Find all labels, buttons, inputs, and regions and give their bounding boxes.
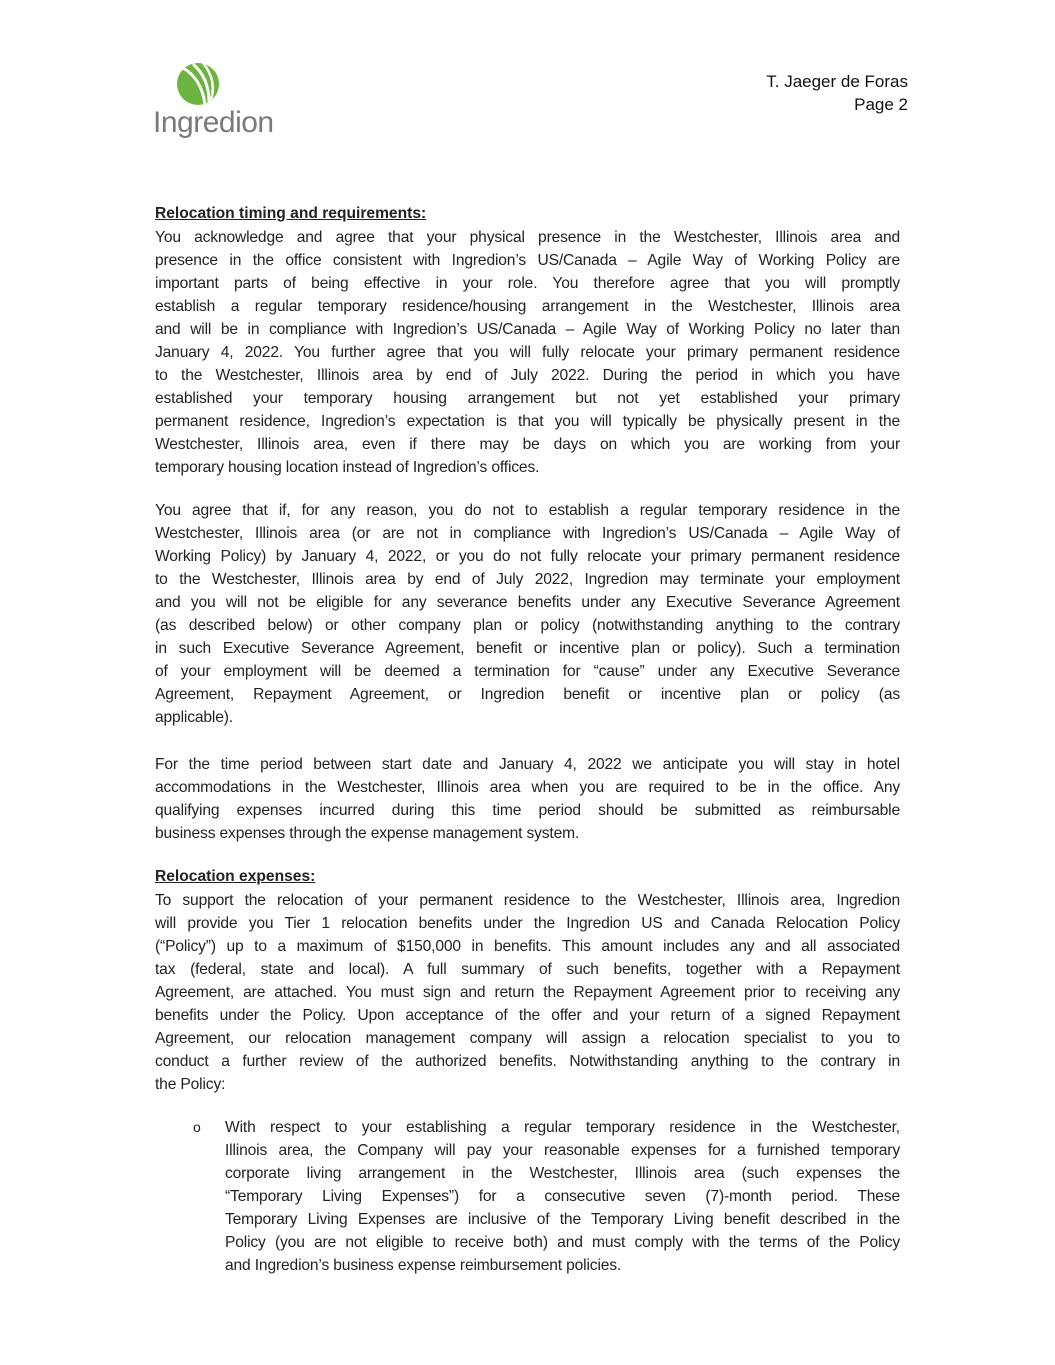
text-line: You agree that if, for any reason, you do not to establish a regular temporary residence in the — [155, 502, 900, 519]
paragraph — [155, 889, 900, 1096]
text-line: tax (federal, state and local). A full summary of such benefits, together with a Repayment — [155, 961, 900, 978]
text-line: Westchester, Illinois area, even if there may be days on which you are working from your — [155, 436, 900, 453]
bullet-marker: o — [193, 1119, 201, 1135]
text-line: permanent residence, Ingredion’s expectation is that you will typically be physically present in the — [155, 413, 900, 430]
text-line: Working Policy) by January 4, 2022, or you do not fully relocate your primary permanent residence — [155, 548, 900, 565]
paragraph — [155, 753, 900, 845]
text-line: (as described below) or other company plan or policy (notwithstanding anything to the contrary — [155, 617, 900, 634]
recipient-name: T. Jaeger de Foras — [766, 72, 908, 91]
text-line: important parts of being effective in your role. You therefore agree that you will promptly — [155, 275, 900, 292]
text-line: in such Executive Severance Agreement, benefit or incentive plan or policy). Such a termination — [155, 640, 900, 657]
text-line: conduct a further review of the authorized benefits. Notwithstanding anything to the contrary in — [155, 1053, 900, 1070]
text-line: and will be in compliance with Ingredion’s US/Canada – Agile Way of Working Policy no later than — [155, 321, 900, 338]
text-line: establish a regular temporary residence/housing arrangement in the Westchester, Illinois area — [155, 298, 900, 315]
text-line: To support the relocation of your permanent residence to the Westchester, Illinois area, Ingredion — [155, 892, 900, 909]
page-header — [766, 70, 908, 116]
text-line: will provide you Tier 1 relocation benefits under the Ingredion US and Canada Relocation Policy — [155, 915, 900, 932]
text-line: temporary housing location instead of Ingredion’s offices. — [155, 459, 540, 476]
paragraph — [155, 499, 900, 729]
text-line: For the time period between start date and January 4, 2022 we anticipate you will stay in hotel — [155, 756, 900, 773]
text-line: Agreement, Repayment Agreement, or Ingredion benefit or incentive plan or policy (as — [155, 686, 900, 703]
text-line: Agreement, our relocation management company will assign a relocation specialist to you to — [155, 1030, 900, 1047]
text-line: benefits under the Policy. Upon acceptance of the offer and your return of a signed Repayment — [155, 1007, 900, 1024]
text-line: and Ingredion’s business expense reimbursement policies. — [225, 1257, 622, 1274]
text-line: Temporary Living Expenses are inclusive of the Temporary Living benefit described in the — [225, 1211, 900, 1228]
text-line: January 4, 2022. You further agree that you will fully relocate your primary permanent residence — [155, 344, 900, 361]
text-line: Policy (you are not eligible to receive both) and must comply with the terms of the Policy — [225, 1234, 900, 1251]
text-line: presence in the office consistent with Ingredion’s US/Canada – Agile Way of Working Policy are — [155, 252, 900, 269]
bullet-paragraph — [225, 1116, 900, 1277]
text-line: You acknowledge and agree that your physical presence in the Westchester, Illinois area and — [155, 229, 900, 246]
text-line: Agreement, are attached. You must sign and return the Repayment Agreement prior to receiving any — [155, 984, 900, 1001]
text-line: to the Westchester, Illinois area by end of July 2022. During the period in which you have — [155, 367, 900, 384]
text-line: Westchester, Illinois area (or are not in compliance with Ingredion’s US/Canada – Agile Way of — [155, 525, 900, 542]
section-heading: Relocation expenses: — [155, 868, 316, 885]
text-line: qualifying expenses incurred during this time period should be submitted as reimbursable — [155, 802, 900, 819]
text-line: With respect to your establishing a regular temporary residence in the Westchester, — [225, 1119, 900, 1136]
logo-text: Ingredion — [153, 106, 274, 139]
text-line: corporate living arrangement in the Westchester, Illinois area (such expenses the — [225, 1165, 900, 1182]
text-line: of your employment will be deemed a termination for “cause” under any Executive Severance — [155, 663, 900, 680]
text-line: Illinois area, the Company will pay your reasonable expenses for a furnished temporary — [225, 1142, 900, 1159]
text-line: (“Policy”) up to a maximum of $150,000 in benefits. This amount includes any and all associated — [155, 938, 900, 955]
text-line: applicable). — [155, 709, 233, 726]
text-line: business expenses through the expense management system. — [155, 825, 580, 842]
text-line: accommodations in the Westchester, Illinois area when you are required to be in the office. Any — [155, 779, 900, 796]
paragraph — [155, 226, 900, 479]
section-heading: Relocation timing and requirements: — [155, 205, 427, 222]
leaf-logo-icon — [153, 60, 288, 110]
text-line: the Policy: — [155, 1076, 226, 1093]
text-line: and you will not be eligible for any severance benefits under any Executive Severance Agreement — [155, 594, 900, 611]
text-line: “Temporary Living Expenses”) for a consecutive seven (7)-month period. These — [225, 1188, 900, 1205]
text-line: established your temporary housing arrangement but not yet established your primary — [155, 390, 900, 407]
ingredion-logo — [153, 60, 288, 150]
text-line: to the Westchester, Illinois area by end of July 2022, Ingredion may terminate your employment — [155, 571, 900, 588]
page-number: Page 2 — [854, 95, 908, 114]
